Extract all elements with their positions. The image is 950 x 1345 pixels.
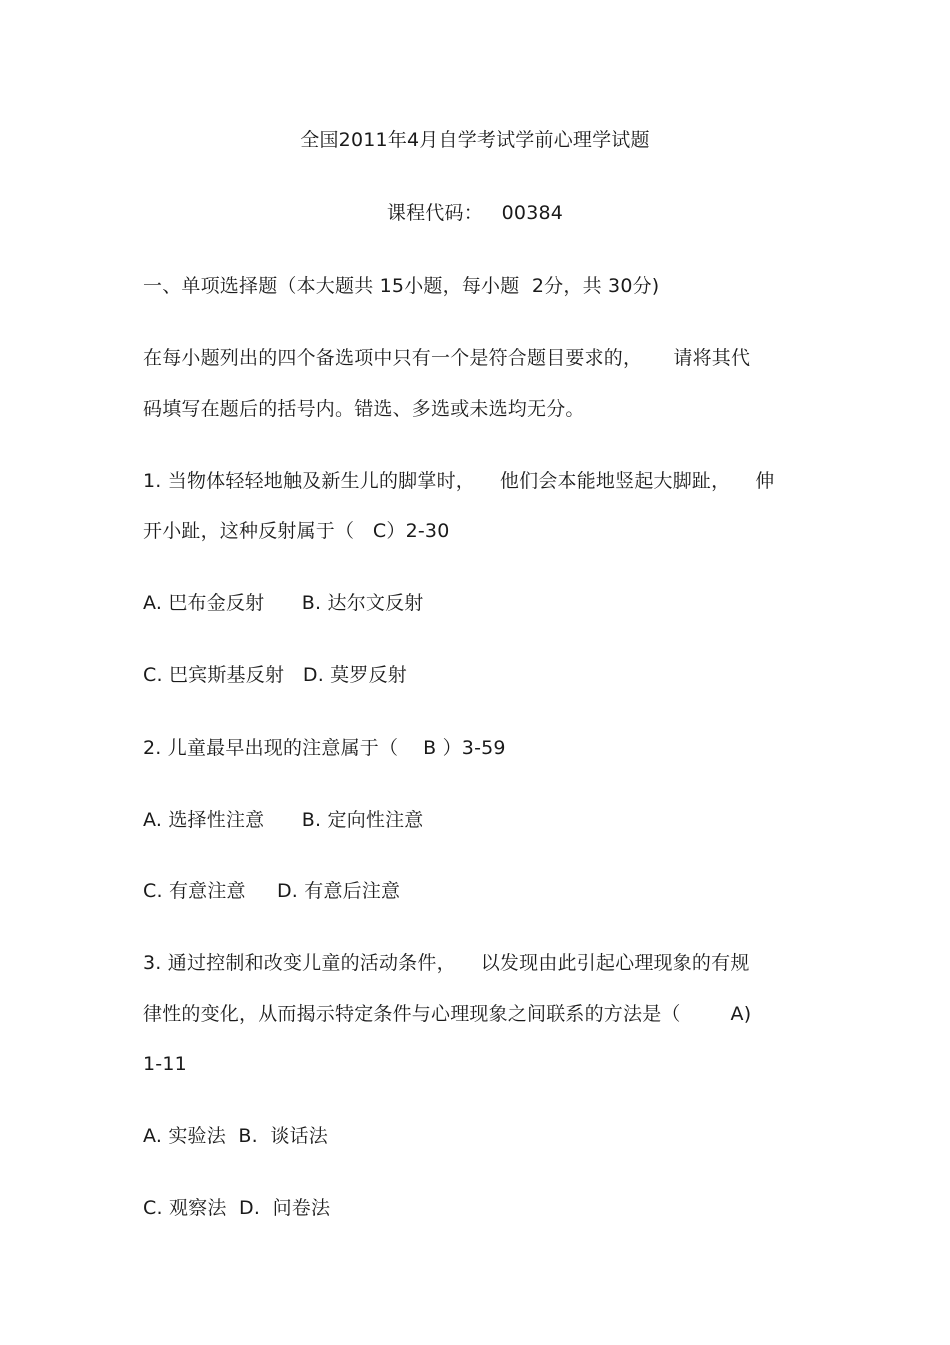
question-1-options-line-1: A. 巴布金反射 B. 达尔文反射 xyxy=(143,592,424,614)
question-3-stem-line-3: 1-11 xyxy=(143,1053,187,1075)
question-1-stem-line-1: 1. 当物体轻轻地触及新生儿的脚掌时， 他们会本能地竖起大脚趾， 伸 xyxy=(143,470,775,492)
question-2-stem-line-1: 2. 儿童最早出现的注意属于（ B ）3-59 xyxy=(143,737,506,759)
section-heading: 一、单项选择题（本大题共 15小题，每小题 2分，共 30分) xyxy=(143,275,660,297)
question-3-options-line-2: C. 观察法 D. 问卷法 xyxy=(143,1197,331,1219)
instruction-line-2: 码填写在题后的括号内。错选、多选或未选均无分。 xyxy=(143,398,585,420)
course-code: 课程代码： 00384 xyxy=(386,202,564,224)
question-1-stem-line-2: 开小趾，这种反射属于（ C）2-30 xyxy=(143,520,450,542)
question-3-options-line-1: A. 实验法 B. 谈话法 xyxy=(143,1125,328,1147)
page-title: 全国2011年4月自学考试学前心理学试题 xyxy=(300,129,650,151)
question-1-options-line-2: C. 巴宾斯基反射 D. 莫罗反射 xyxy=(143,664,407,686)
instruction-line-1: 在每小题列出的四个备选项中只有一个是符合题目要求的， 请将其代 xyxy=(143,347,751,369)
question-3-stem-line-1: 3. 通过控制和改变儿童的活动条件， 以发现由此引起心理现象的有规 xyxy=(143,952,750,974)
question-3-stem-line-2: 律性的变化，从而揭示特定条件与心理现象之间联系的方法是（ A) xyxy=(143,1003,752,1025)
question-2-options-line-2: C. 有意注意 D. 有意后注意 xyxy=(143,880,401,902)
question-2-options-line-1: A. 选择性注意 B. 定向性注意 xyxy=(143,809,424,831)
